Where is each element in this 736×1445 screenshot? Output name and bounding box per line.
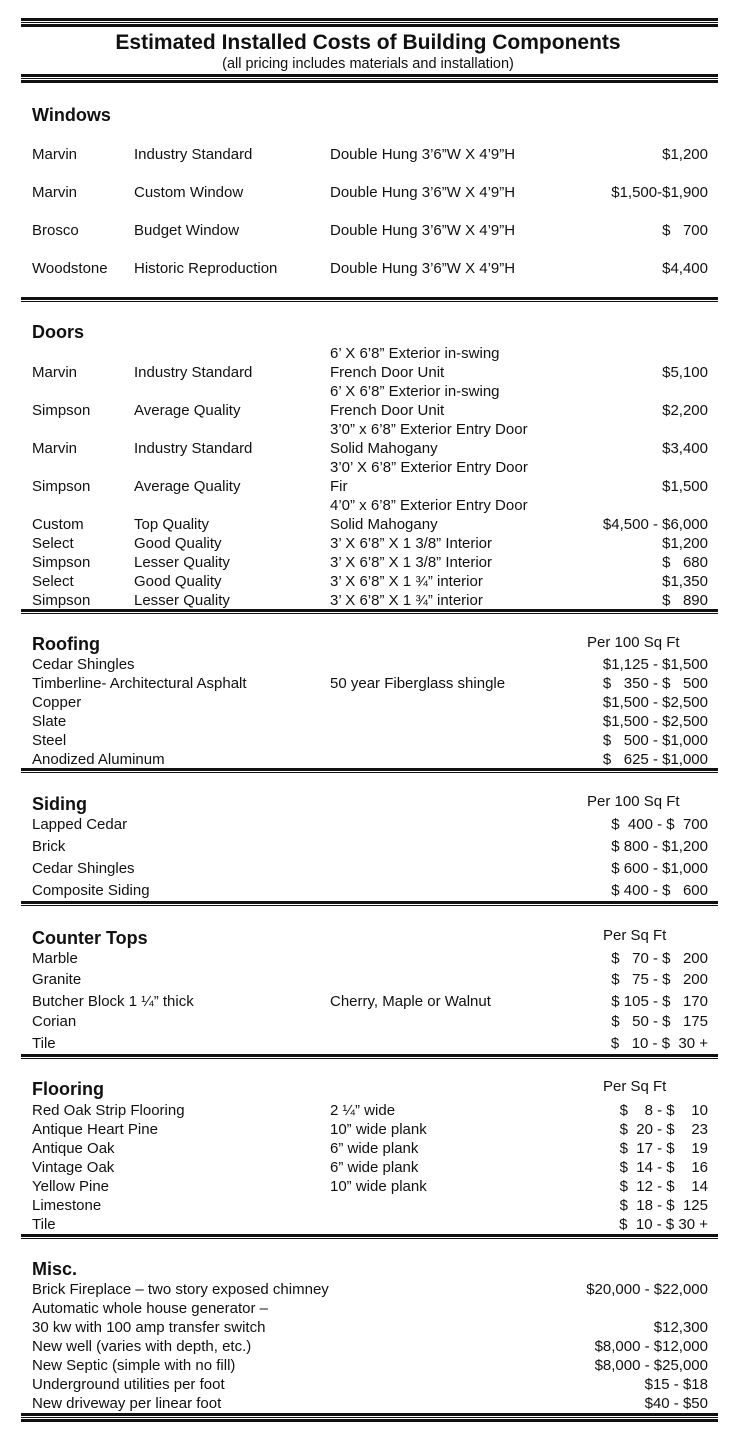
section-divider [21, 768, 718, 773]
description-line2: French Door Unit [330, 402, 445, 419]
quality: Lesser Quality [134, 592, 230, 609]
price: $15 - $18 [644, 1376, 708, 1393]
price: $ 14 - $ 16 [619, 1159, 708, 1176]
brand: Marvin [32, 364, 78, 381]
section-title: Siding [32, 794, 87, 814]
section-divider [21, 609, 718, 614]
section-divider [21, 1234, 718, 1239]
price: $12,300 [653, 1319, 708, 1336]
section-title: Counter Tops [32, 928, 148, 948]
section-divider [21, 297, 718, 302]
price: $ 400 - $ 700 [611, 816, 708, 833]
item: Tile [32, 1216, 56, 1233]
price: $40 - $50 [644, 1395, 708, 1412]
item: Red Oak Strip Flooring [32, 1102, 185, 1119]
description: 3’ X 6’8” X 1 ¾” interior [330, 592, 483, 609]
item: 30 kw with 100 amp transfer switch [32, 1319, 266, 1336]
header-bottom-rule [21, 74, 718, 83]
quality: Historic Reproduction [134, 260, 278, 277]
price: $ 890 [662, 592, 708, 609]
price: $1,200 [662, 146, 708, 163]
quality: Average Quality [134, 402, 241, 419]
quality: Lesser Quality [134, 554, 230, 571]
description-line2: Solid Mahogany [330, 440, 438, 457]
item: Tile [32, 1035, 56, 1052]
price: $ 400 - $ 600 [611, 882, 708, 899]
item: New well (varies with depth, etc.) [32, 1338, 252, 1355]
item: Cedar Shingles [32, 860, 135, 877]
price: $ 10 - $ 30 + [610, 1035, 708, 1052]
brand: Marvin [32, 184, 78, 201]
item: Timberline- Architectural Asphalt [32, 675, 247, 692]
item: Brick [32, 838, 66, 855]
price: $ 70 - $ 200 [611, 950, 708, 967]
item: New Septic (simple with no fill) [32, 1357, 236, 1374]
price: $1,500 [662, 478, 708, 495]
description-line1: 6’ X 6’8” Exterior in-swing [330, 383, 500, 400]
description: Double Hung 3’6”W X 4’9”H [330, 146, 516, 163]
section-title: Doors [32, 322, 85, 342]
description-line1: 6’ X 6’8” Exterior in-swing [330, 345, 500, 362]
quality: Good Quality [134, 573, 222, 590]
quality: Budget Window [134, 222, 240, 239]
price: $ 12 - $ 14 [619, 1178, 708, 1195]
price: $4,500 - $6,000 [602, 516, 708, 533]
item: Granite [32, 971, 82, 988]
item: Automatic whole house generator – [32, 1300, 268, 1317]
description: 10” wide plank [330, 1121, 427, 1138]
description-line1: 3’0’ X 6’8” Exterior Entry Door [330, 459, 528, 476]
item: Anodized Aluminum [32, 751, 165, 768]
price: $ 8 - $ 10 [619, 1102, 708, 1119]
price: $ 50 - $ 175 [611, 1013, 708, 1030]
price: $ 20 - $ 23 [619, 1121, 708, 1138]
item: Composite Siding [32, 882, 150, 899]
page-title: Estimated Installed Costs of Building Components [115, 31, 621, 54]
item: Lapped Cedar [32, 816, 128, 833]
price: $ 625 - $1,000 [602, 751, 708, 768]
quality: Average Quality [134, 478, 241, 495]
unit-label: Per 100 Sq Ft [587, 793, 680, 810]
price: $ 18 - $ 125 [619, 1197, 708, 1214]
description: 2 ¼” wide [330, 1102, 396, 1119]
unit-label: Per 100 Sq Ft [587, 634, 680, 651]
footer-rule [21, 1413, 718, 1422]
description-line2: Fir [330, 478, 348, 495]
description-line2: French Door Unit [330, 364, 445, 381]
price: $ 75 - $ 200 [611, 971, 708, 988]
item: Corian [32, 1013, 77, 1030]
item: Antique Oak [32, 1140, 115, 1157]
description: Double Hung 3’6”W X 4’9”H [330, 222, 516, 239]
item: Butcher Block 1 ¼” thick [32, 993, 194, 1010]
description: 3’ X 6’8” X 1 ¾” interior [330, 573, 483, 590]
section-divider [21, 1054, 718, 1059]
price: $1,500-$1,900 [611, 184, 708, 201]
price: $1,125 - $1,500 [602, 656, 708, 673]
price: $1,500 - $2,500 [602, 713, 708, 730]
item: Marble [32, 950, 78, 967]
item: Slate [32, 713, 67, 730]
description: 50 year Fiberglass shingle [330, 675, 506, 692]
description: 6” wide plank [330, 1140, 419, 1157]
brand: Marvin [32, 440, 78, 457]
price: $ 600 - $1,000 [611, 860, 708, 877]
item: Yellow Pine [32, 1178, 109, 1195]
brand: Marvin [32, 146, 78, 163]
brand: Woodstone [32, 260, 108, 277]
brand: Select [32, 573, 74, 590]
description: 10” wide plank [330, 1178, 427, 1195]
item: New driveway per linear foot [32, 1395, 222, 1412]
header-top-rule [21, 18, 718, 27]
brand: Simpson [32, 478, 91, 495]
price: $ 350 - $ 500 [602, 675, 708, 692]
quality: Industry Standard [134, 146, 253, 163]
price: $8,000 - $25,000 [594, 1357, 708, 1374]
item: Underground utilities per foot [32, 1376, 225, 1393]
quality: Custom Window [134, 184, 244, 201]
item: Vintage Oak [32, 1159, 115, 1176]
price: $ 17 - $ 19 [619, 1140, 708, 1157]
item: Steel [32, 732, 67, 749]
description-line1: 3’0” x 6’8” Exterior Entry Door [330, 421, 528, 438]
description: 3’ X 6’8” X 1 3/8” Interior [330, 554, 493, 571]
quality: Top Quality [134, 516, 210, 533]
price: $ 500 - $1,000 [602, 732, 708, 749]
price: $5,100 [662, 364, 708, 381]
description: 3’ X 6’8” X 1 3/8” Interior [330, 535, 493, 552]
description-line1: 4’0” x 6’8” Exterior Entry Door [330, 497, 528, 514]
price: $3,400 [662, 440, 708, 457]
section-title: Windows [32, 105, 111, 125]
description: Double Hung 3’6”W X 4’9”H [330, 184, 516, 201]
brand: Simpson [32, 592, 91, 609]
section-title: Misc. [32, 1259, 78, 1279]
brand: Brosco [32, 222, 79, 239]
price: $1,200 [662, 535, 708, 552]
section-title: Flooring [32, 1079, 104, 1099]
description-line2: Solid Mahogany [330, 516, 438, 533]
description: Cherry, Maple or Walnut [330, 993, 491, 1010]
brand: Select [32, 535, 74, 552]
price: $1,500 - $2,500 [602, 694, 708, 711]
price: $2,200 [662, 402, 708, 419]
description: Double Hung 3’6”W X 4’9”H [330, 260, 516, 277]
price: $ 105 - $ 170 [611, 993, 708, 1010]
item: Antique Heart Pine [32, 1121, 158, 1138]
price: $4,400 [662, 260, 708, 277]
price: $20,000 - $22,000 [586, 1281, 708, 1298]
price: $1,350 [662, 573, 708, 590]
section-divider [21, 901, 718, 906]
quality: Good Quality [134, 535, 222, 552]
quality: Industry Standard [134, 364, 253, 381]
price: $ 800 - $1,200 [611, 838, 708, 855]
item: Copper [32, 694, 82, 711]
quality: Industry Standard [134, 440, 253, 457]
unit-label: Per Sq Ft [603, 927, 667, 944]
section-title: Roofing [32, 634, 100, 654]
price: $ 10 - $ 30 + [619, 1216, 708, 1233]
item: Limestone [32, 1197, 102, 1214]
unit-label: Per Sq Ft [603, 1078, 667, 1095]
price: $ 680 [662, 554, 708, 571]
item: Brick Fireplace – two story exposed chimney [32, 1281, 329, 1298]
price: $ 700 [662, 222, 708, 239]
price: $8,000 - $12,000 [594, 1338, 708, 1355]
description: 6” wide plank [330, 1159, 419, 1176]
page-subtitle: (all pricing includes materials and installation) [222, 56, 514, 72]
brand: Simpson [32, 554, 91, 571]
item: Cedar Shingles [32, 656, 135, 673]
brand: Simpson [32, 402, 91, 419]
brand: Custom [32, 516, 84, 533]
